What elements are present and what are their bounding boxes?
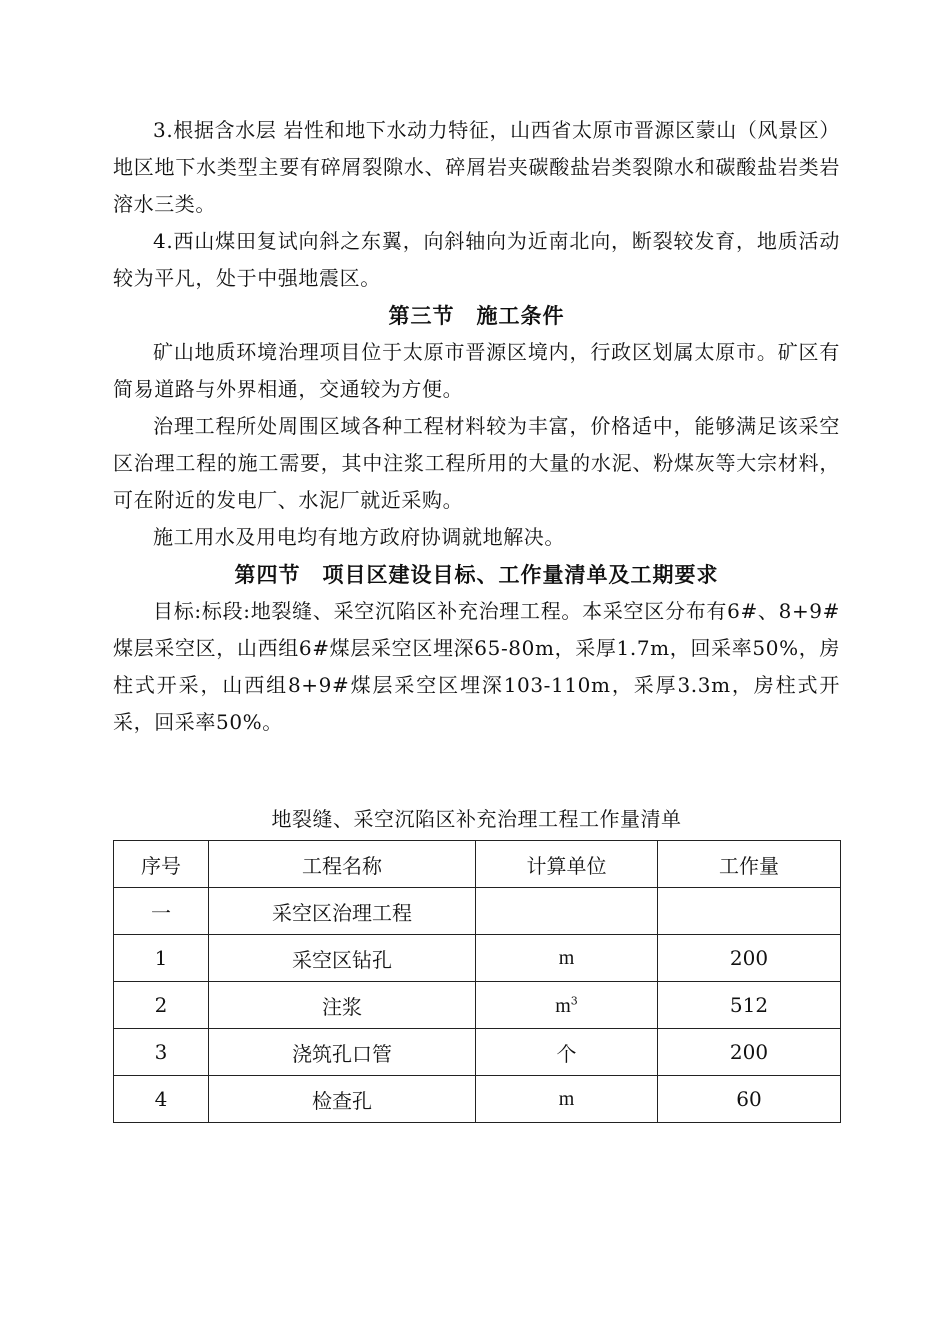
cell-name: 注浆 — [209, 982, 476, 1029]
header-qty: 工作量 — [658, 841, 841, 888]
cell-name: 采空区钻孔 — [209, 935, 476, 982]
cell-unit — [476, 888, 658, 935]
cell-unit: 个 — [476, 1029, 658, 1076]
header-no: 序号 — [114, 841, 209, 888]
section-title-project-goals: 第四节 项目区建设目标、工作量清单及工期要求 — [234, 562, 719, 587]
unit-superscript: 3 — [570, 993, 578, 1007]
cell-unit — [476, 982, 658, 1029]
paragraph-groundwater-types: 3.根据含水层 岩性和地下水动力特征，山西省太原市晋源区蒙山（风景区）地区地下水类型主要有碎屑裂隙水、碎屑岩夹碳酸盐岩类裂隙水和碳酸盐岩类岩溶水三类。 — [113, 118, 840, 216]
cell-qty: 200 — [658, 935, 841, 982]
section-title-construction-conditions: 第三节 施工条件 — [388, 303, 565, 328]
header-name: 工程名称 — [209, 841, 476, 888]
table-row — [114, 1076, 841, 1123]
table-row — [114, 888, 841, 935]
table-row — [114, 982, 841, 1029]
cell-no: 1 — [114, 935, 209, 982]
workload-table — [113, 840, 841, 1123]
cell-name: 浇筑孔口管 — [209, 1029, 476, 1076]
header-unit: 计算单位 — [476, 841, 658, 888]
cell-no: 2 — [114, 982, 209, 1029]
cell-unit: m — [476, 1076, 658, 1123]
cell-unit: m — [476, 935, 658, 982]
paragraph-location: 矿山地质环境治理项目位于太原市晋源区境内，行政区划属太原市。矿区有简易道路与外界相通，交通较为方便。 — [113, 340, 840, 401]
paragraph-water-power: 施工用水及用电均有地方政府协调就地解决。 — [153, 525, 565, 549]
cell-no: 一 — [114, 888, 209, 935]
cell-qty: 200 — [658, 1029, 841, 1076]
table-row — [114, 935, 841, 982]
cell-qty: 512 — [658, 982, 841, 1029]
cell-name: 检查孔 — [209, 1076, 476, 1123]
cell-qty — [658, 888, 841, 935]
table-caption: 地裂缝、采空沉陷区补充治理工程工作量清单 — [271, 807, 682, 831]
table-row — [114, 1029, 841, 1076]
table-header-row — [114, 841, 841, 888]
unit-base: m — [555, 994, 571, 1017]
paragraph-materials: 治理工程所处周围区域各种工程材料较为丰富，价格适中，能够满足该采空区治理工程的施工需要，其中注浆工程所用的大量的水泥、粉煤灰等大宗材料，可在附近的发电厂、水泥厂就近采购。 — [113, 414, 840, 512]
paragraph-geology-syncline: 4.西山煤田复试向斜之东翼，向斜轴向为近南北向，断裂较发育，地质活动较为平凡，处于中强地震区。 — [113, 229, 840, 290]
cell-no: 3 — [114, 1029, 209, 1076]
document-page — [113, 112, 840, 1123]
cell-no: 4 — [114, 1076, 209, 1123]
cell-name: 采空区治理工程 — [209, 888, 476, 935]
paragraph-goal: 目标:标段:地裂缝、采空沉陷区补充治理工程。本采空区分布有6#、8+9#煤层采空区，山西组6#煤层采空区埋深65-80m，采厚1.7m，回采率50%，房柱式开采，山西组8+9#煤层采空区埋深103-110m，采厚3.3m，房柱式开采，回采率50%。 — [113, 599, 840, 734]
cell-qty: 60 — [658, 1076, 841, 1123]
